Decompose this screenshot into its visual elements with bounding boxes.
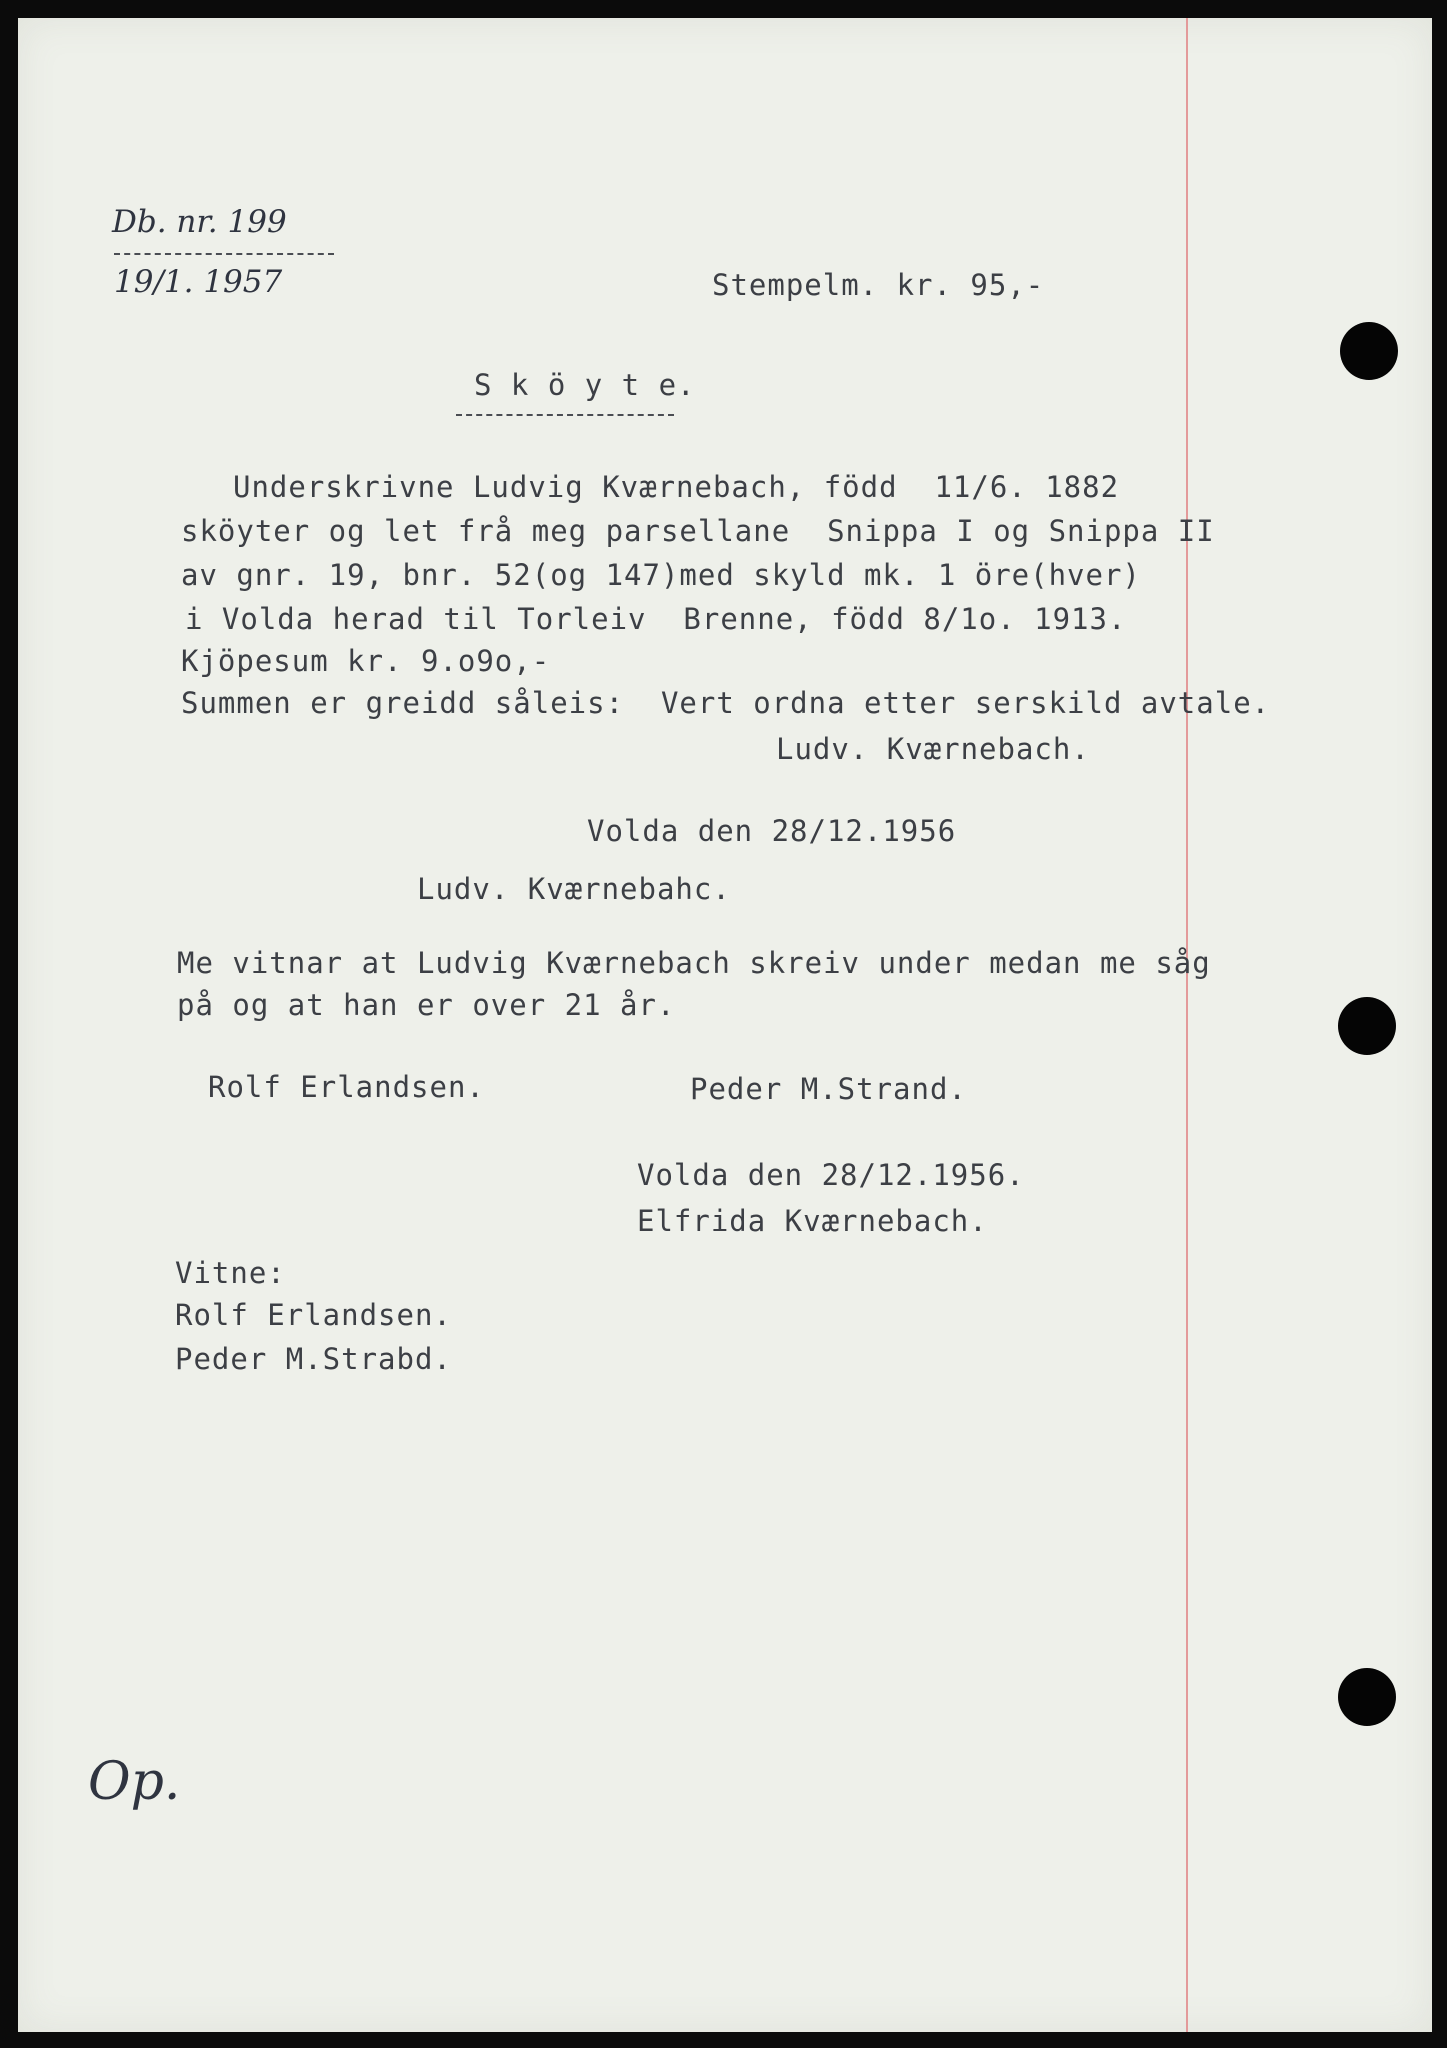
handwritten-initials: Op.: [88, 1752, 181, 1812]
db-number: Db. nr. 199: [112, 204, 287, 240]
document-title: S k ö y t e.: [474, 368, 696, 402]
title-underline: [456, 414, 674, 416]
signature-3: Elfrida Kværnebach.: [637, 1204, 988, 1238]
witness-statement-line-2: på og at han er over 21 år.: [177, 988, 676, 1022]
body-line-2: sköyter og let frå meg parsellane Snippa I og Snippa II: [181, 514, 1215, 548]
body-line-1: Underskrivne Ludvig Kværnebach, född 11/6. 1882: [233, 470, 1120, 504]
place-date-1: Volda den 28/12.1956: [587, 814, 957, 848]
body-line-5: Kjöpesum kr. 9.o9o,-: [181, 644, 551, 678]
witness-statement-line-1: Me vitnar at Ludvig Kværnebach skreiv under medan me såg: [177, 946, 1211, 980]
margin-rule: [1186, 18, 1188, 2032]
witness-left: Rolf Erlandsen.: [208, 1070, 485, 1104]
punch-hole-top: [1340, 322, 1398, 380]
stamp-fee: Stempelm. kr. 95,-: [712, 268, 1045, 302]
witness-name-1: Rolf Erlandsen.: [175, 1298, 452, 1332]
record-date: 19/1. 1957: [114, 264, 283, 300]
body-line-4: i Volda herad til Torleiv Brenne, född 8/1o. 1913.: [185, 602, 1127, 636]
punch-hole-middle: [1338, 997, 1396, 1055]
witness-right: Peder M.Strand.: [690, 1072, 967, 1106]
place-date-2: Volda den 28/12.1956.: [637, 1158, 1025, 1192]
signature-2: Ludv. Kværnebahc.: [417, 872, 731, 906]
witness-name-2: Peder M.Strabd.: [175, 1342, 452, 1376]
seller-signature: Ludv. Kværnebach.: [776, 732, 1090, 766]
witnesses-label: Vitne:: [175, 1256, 286, 1290]
body-line-3: av gnr. 19, bnr. 52(og 147)med skyld mk. 1 öre(hver): [181, 558, 1141, 592]
db-number-underline: [114, 253, 334, 255]
body-line-6: Summen er greidd såleis: Vert ordna etter serskild avtale.: [181, 686, 1271, 720]
punch-hole-bottom: [1338, 1668, 1396, 1726]
document-sheet: [18, 18, 1432, 2032]
